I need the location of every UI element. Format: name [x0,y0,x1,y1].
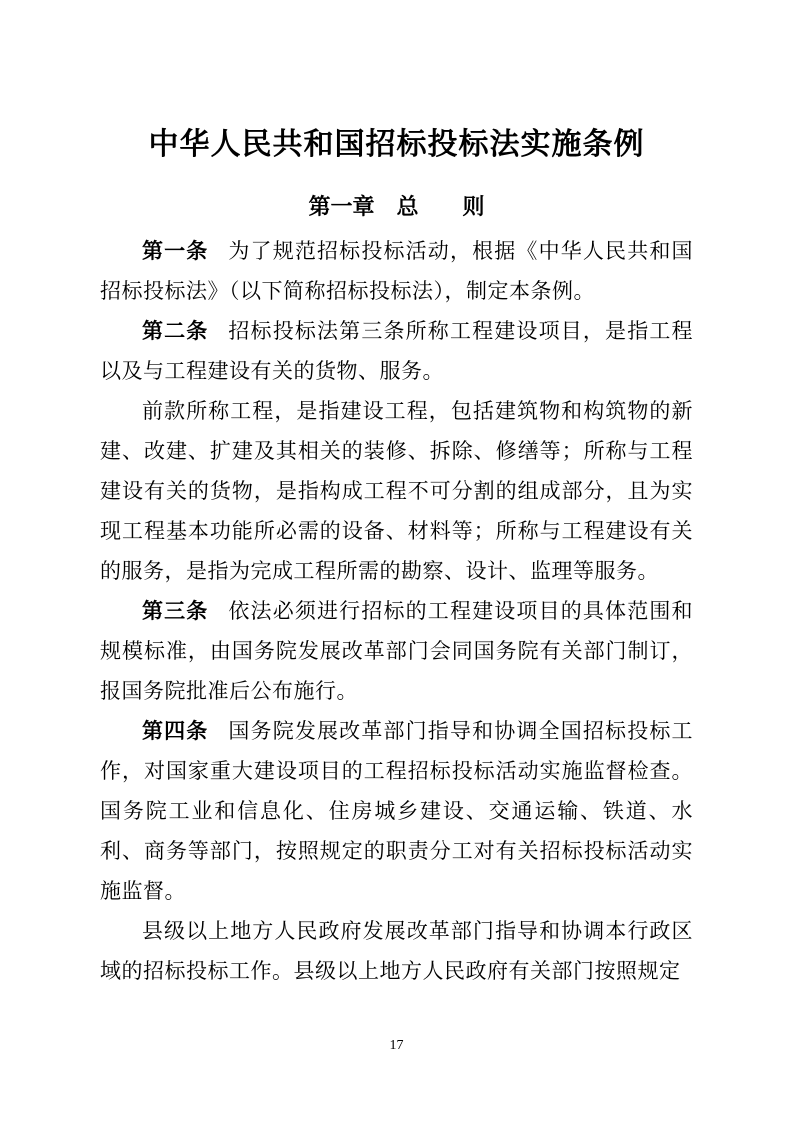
chapter-heading: 第一章 总 则 [308,194,485,220]
paragraph-article-4-continuation [100,911,693,991]
article-4-continuation-text: 县级以上地方人民政府发展改革部门指导和协调本行政区域的招标投标工作。县级以上地方人民政府有关部门按照规定 [100,919,693,983]
paragraph-article-1 [100,231,693,311]
article-3-text: 依法必须进行招标的工程建设项目的具体范围和规模标准，由国务院发展改革部门会同国务院有关部门制订，报国务院批准后公布施行。 [100,599,694,703]
article-4-label: 第四条 [142,719,209,743]
article-2-continuation-text: 前款所称工程，是指建设工程，包括建筑物和构筑物的新建、改建、扩建及其相关的装修、拆除、修缮等；所称与工程建设有关的货物，是指构成工程不可分割的组成部分，且为实现工程基本功能所必需的设备、材料等；所称与工程建设有关的服务，是指为完成工程所需的勘察、设计、监理等服务。 [100,399,693,583]
document-title: 中华人民共和国招标投标法实施条例 [148,128,645,162]
article-1-label: 第一条 [142,239,209,263]
article-4-text: 国务院发展改革部门指导和协调全国招标投标工作，对国家重大建设项目的工程招标投标活动实施监督检查。国务院工业和信息化、住房城乡建设、交通运输、铁道、水利、商务等部门，按照规定的职责分工对有关招标投标活动实施监督。 [100,719,694,903]
paragraph-article-3 [100,591,693,711]
article-2-text: 招标投标法第三条所称工程建设项目，是指工程以及与工程建设有关的货物、服务。 [100,319,694,383]
article-3-label: 第三条 [142,599,209,623]
article-2-label: 第二条 [142,319,209,343]
paragraph-article-4 [100,711,693,911]
page-number: 17 [389,1038,404,1053]
paragraph-article-2-continuation [100,391,693,591]
paragraph-article-2 [100,311,693,391]
document-body [100,231,693,991]
article-1-text: 为了规范招标投标活动，根据《中华人民共和国招标投标法》（以下简称招标投标法），制定本条例。 [100,239,694,303]
